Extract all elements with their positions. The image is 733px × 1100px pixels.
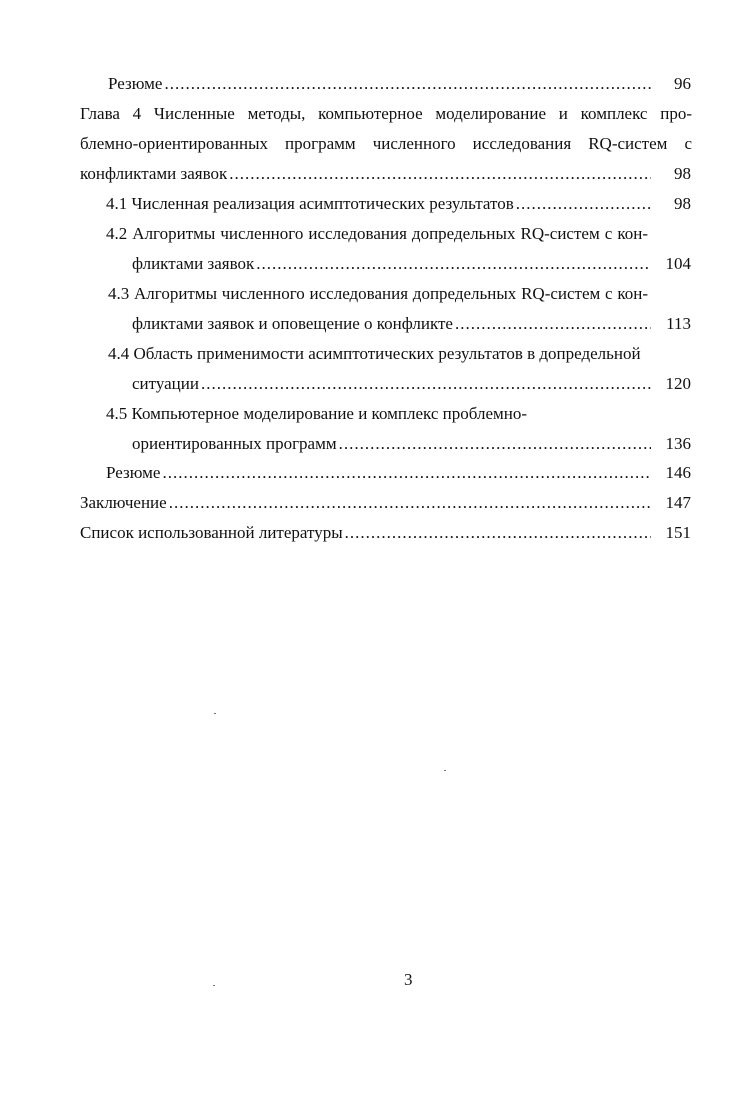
toc-leader-dots (164, 73, 651, 95)
toc-leader-dots (201, 373, 651, 395)
toc-entry-4-4 (132, 373, 653, 395)
toc-entry-4-3 (132, 313, 653, 335)
toc-label: Резюме (108, 74, 163, 93)
toc-leader-dots (516, 193, 651, 215)
toc-entry-chapter4 (80, 163, 653, 185)
toc-page-number: 96 (674, 74, 691, 93)
toc-entry-4-1 (106, 193, 653, 215)
toc-entry-resume-ch4 (106, 462, 653, 484)
toc-page-number: 120 (665, 374, 691, 393)
toc-leader-dots (229, 163, 651, 185)
toc-4-4-line1: 4.4 Область применимости асимптотических результатов в допредельной (108, 344, 641, 363)
scan-speck (214, 713, 216, 714)
toc-leader-dots (169, 492, 651, 514)
toc-page-number: 98 (674, 194, 691, 213)
toc-4-3-line1: 4.3 Алгоритмы численного исследования допредельных RQ-систем с кон- (108, 284, 648, 303)
toc-label: 4.1 Численная реализация асимптотических результатов (106, 194, 514, 213)
toc-page-number: 136 (665, 434, 691, 453)
toc-page-number: 151 (665, 523, 691, 542)
toc-label: Резюме (106, 463, 161, 482)
toc-4-2-line1: 4.2 Алгоритмы численного исследования допредельных RQ-систем с кон- (106, 224, 648, 243)
toc-label: конфликтами заявок (80, 164, 228, 183)
toc-leader-dots (256, 253, 651, 275)
scan-speck (444, 770, 446, 771)
toc-chapter4-line1: Глава 4 Численные методы, компьютерное моделирование и комплекс про- (80, 104, 692, 123)
toc-4-5-line1: 4.5 Компьютерное моделирование и комплекс проблемно- (106, 404, 528, 423)
toc-leader-dots (345, 522, 651, 544)
toc-label: Список использованной литературы (80, 523, 343, 542)
toc-label: ситуации (132, 374, 199, 393)
toc-label: фликтами заявок и оповещение о конфликте (132, 314, 453, 333)
toc-entry-4-2 (132, 253, 653, 275)
toc-leader-dots (339, 433, 651, 455)
toc-entry-conclusion (80, 492, 653, 514)
toc-page-number: 113 (666, 314, 691, 333)
toc-page-number: 146 (665, 463, 691, 482)
toc-page-number: 147 (665, 493, 691, 512)
toc-leader-dots (162, 462, 651, 484)
toc-leader-dots (455, 313, 651, 335)
toc-label: фликтами заявок (132, 254, 255, 273)
scan-speck (213, 985, 215, 986)
toc-label: Заключение (80, 493, 167, 512)
toc-label: ориентированных программ (132, 434, 337, 453)
toc-page-number: 104 (665, 254, 691, 273)
toc-entry-4-5 (132, 433, 653, 455)
toc-chapter4-line2: блемно-ориентированных программ численного исследования RQ-систем с (80, 134, 692, 153)
toc-entry-references (80, 522, 653, 544)
toc-entry-resume-ch3 (108, 73, 653, 95)
page-number: 3 (404, 970, 413, 989)
toc-page-number: 98 (674, 164, 691, 183)
